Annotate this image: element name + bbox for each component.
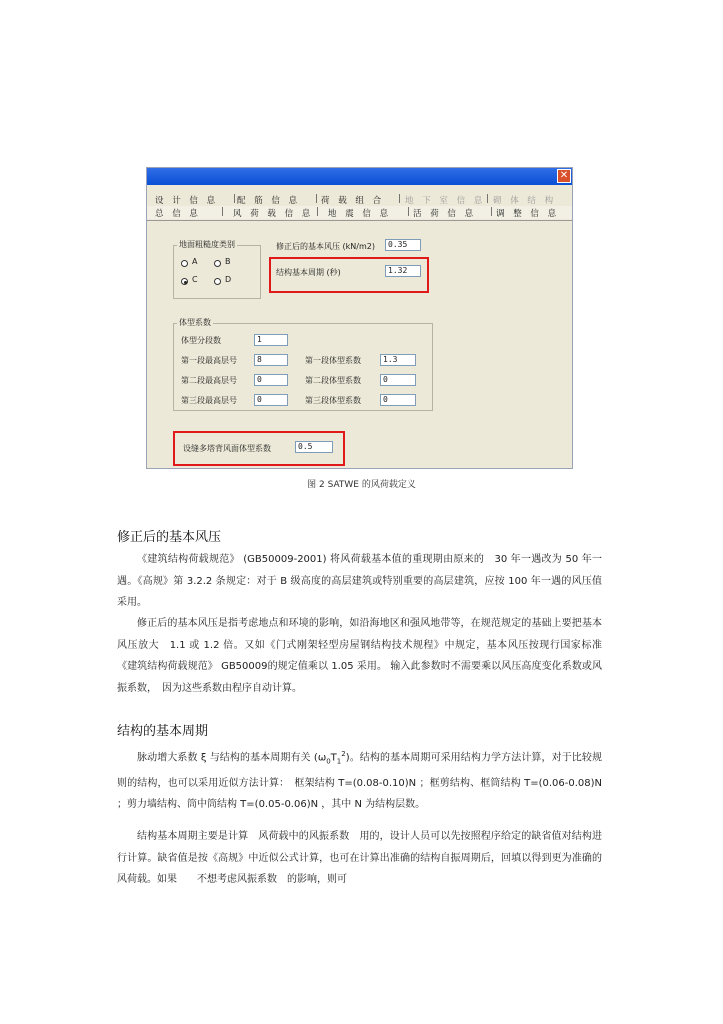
period-input[interactable]: 1.32 [385, 265, 421, 277]
wind-pressure-input[interactable]: 0.35 [385, 239, 421, 251]
leeward-label: 设缝多塔背风面体型系数 [183, 444, 271, 453]
segment1-floor-label: 第一段最高层号 [181, 356, 237, 365]
wind-pressure-label: 修正后的基本风压 (kN/m2) [276, 242, 375, 251]
section2-heading: 结构的基本周期 [117, 724, 209, 739]
shape-legend: 体型系数 [179, 318, 211, 327]
tab-general-info[interactable]: 总 信 息 [155, 209, 201, 219]
section1-heading: 修正后的基本风压 [117, 530, 222, 545]
segment2-floor-input[interactable]: 0 [254, 374, 288, 386]
segments-input[interactable]: 1 [254, 334, 288, 346]
figure-caption: 图 2 SATWE 的风荷载定义 [307, 480, 416, 490]
segment1-floor-input[interactable]: 8 [254, 354, 288, 366]
segments-label: 体型分段数 [181, 336, 221, 345]
tab-basement-info[interactable]: 地 下 室 信 息 [405, 196, 486, 206]
segment2-coef-label: 第二段体型系数 [305, 376, 361, 385]
tab-wind-load-info[interactable]: 风 荷 载 信 息 [233, 209, 314, 219]
roughness-group [173, 245, 261, 299]
segment2-coef-input[interactable]: 0 [380, 374, 416, 386]
segment1-coef-input[interactable]: 1.3 [380, 354, 416, 366]
roughness-label-b: B [225, 257, 231, 266]
leeward-highlight-box [173, 431, 345, 466]
roughness-legend: 地面粗糙度类别 [179, 240, 235, 249]
satwe-wind-load-dialog: ✕ 设 计 信 息 | 配 筋 信 息 | 荷 载 组 合 | 地 下 室 信 息 | 砌 体 结 构 总 信 息 | 风 荷 载 信 息 | 地 震 信 息 | 活 荷 信 息 | 调 整 信 息 地面粗糙度类别 A B C D 修正后的基本风压 (kN/m2) 0.35 结构基本周期 (秒) 1.32 体型系数 体型分段数 1 第一段最高层号 8 第一段体型系数 1.3 第二段最高层号 0 第二段体型系数 0 第三段最高层号 0 第三段体型系数 0 设缝多塔背风面体型系数 0.5 [146, 167, 573, 469]
tab-masonry[interactable]: 砌 体 结 构 [493, 196, 557, 206]
tab-load-combination[interactable]: 荷 载 组 合 [321, 196, 385, 206]
segment2-floor-label: 第二段最高层号 [181, 376, 237, 385]
roughness-radio-d[interactable] [214, 278, 221, 285]
section1-paragraph2: 修正后的基本风压是指考虑地点和环境的影响，如沿海地区和强风地带等，在规范规定的基础上要把基本风压放大 1.1 或 1.2 倍。又如《门式刚架轻型房屋钢结构技术规程》中规定，基本风压按现行国家标准 《建筑结构荷载规范》 GB50009的规定值乘以 1.05 采用。 输入此参数时不需要乘以风压高度变化系数或风振系数， 因为这些系数由程序自动计算。 [117, 618, 612, 694]
period-label: 结构基本周期 (秒) [276, 268, 341, 277]
tab-design-info[interactable]: 设 计 信 息 [155, 196, 219, 206]
tab-reinforcement-info[interactable]: 配 筋 信 息 [237, 196, 301, 206]
close-icon: ✕ [559, 170, 569, 181]
tab-seismic-info[interactable]: 地 震 信 息 [328, 209, 392, 219]
period-highlight-box [269, 257, 429, 293]
dialog-titlebar [147, 168, 572, 185]
section2-paragraph2: 结构基本周期主要是计算 风荷载中的风振系数 用的，设计人员可以先按照程序给定的缺省值对结构进行计算。缺省值是按《高规》中近似公式计算，也可在计算出准确的结构自振周期后，回填以得到更为准确的风荷载。如果 不想考虑风振系数 的影响，则可 [117, 831, 602, 885]
segment3-coef-label: 第三段体型系数 [305, 396, 361, 405]
leeward-input[interactable]: 0.5 [295, 441, 333, 453]
tab-divider [147, 220, 572, 221]
roughness-label-d: D [225, 275, 232, 284]
close-button[interactable] [557, 169, 571, 183]
tab-adjust-info[interactable]: 调 整 信 息 [496, 209, 560, 219]
roughness-radio-c[interactable] [181, 278, 188, 285]
section2-paragraph1: 脉动增大系数 ξ 与结构的基本周期有关 $(\omega_0T_1^2)$。结构的基本周期可采用结构力学方法计算，对于比较规则的结构，也可以采用近似方法计算： 框架结构 T=(0.08-0.10)N ；框剪结构、框筒结构 T=(0.06-0.08)N ；剪力墙结构、筒中筒结构 T=(0.05-0.06)N ，其中 N 为结构层数。 [117, 750, 602, 811]
segment3-floor-label: 第三段最高层号 [181, 396, 237, 405]
roughness-label-a: A [192, 257, 198, 266]
roughness-radio-a[interactable] [181, 260, 188, 267]
tab-live-load-info[interactable]: 活 荷 信 息 [413, 209, 477, 219]
segment3-floor-input[interactable]: 0 [254, 394, 288, 406]
roughness-radio-b[interactable] [214, 260, 221, 267]
section1-paragraph1: 《建筑结构荷载规范》 (GB50009-2001) 将风荷载基本值的重现期由原来的 30 年一遇改为 50 年一遇。《高规》第 3.2.2 条规定：对于 B 级高度的高层建筑或特别重要的高层建筑，应按 100 年一遇的风压值采用。 [117, 554, 602, 608]
segment1-coef-label: 第一段体型系数 [305, 356, 361, 365]
roughness-label-c: C [192, 275, 198, 284]
segment3-coef-input[interactable]: 0 [380, 394, 416, 406]
